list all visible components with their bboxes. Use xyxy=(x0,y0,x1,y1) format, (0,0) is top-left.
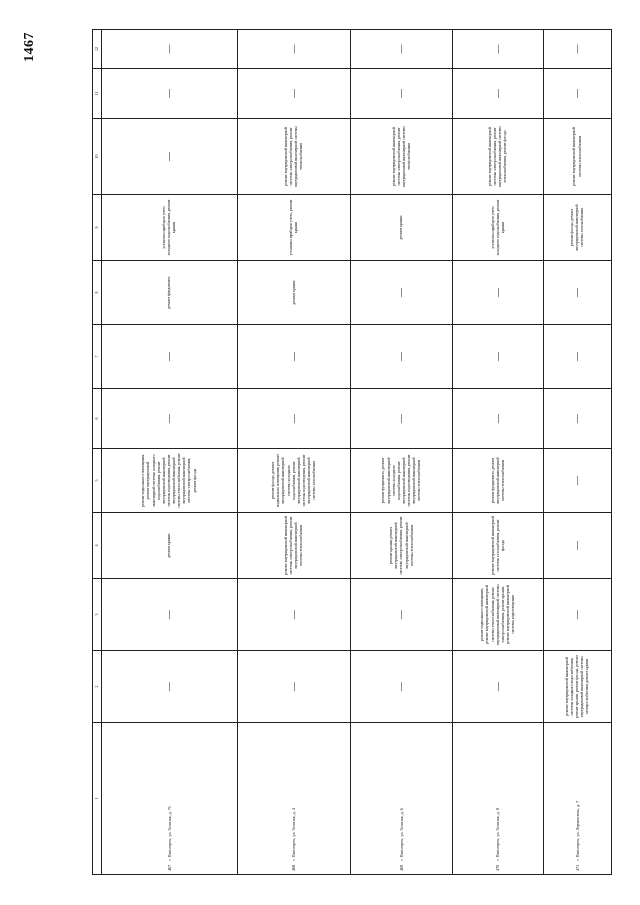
dash-mark: — xyxy=(571,476,582,485)
work-cell xyxy=(544,119,612,195)
work-text: ремонт крыши xyxy=(291,280,296,305)
dash-mark: — xyxy=(571,288,582,297)
work-text: ремонт крыши xyxy=(166,533,171,558)
work-text: ремонт внутридомовой инженерной системы теплоснабжения xyxy=(572,127,582,186)
column-number: 6 xyxy=(93,389,102,449)
work-cell xyxy=(544,651,612,723)
work-cell xyxy=(102,30,238,69)
column-number: 4 xyxy=(93,513,102,579)
work-cell xyxy=(238,579,351,651)
work-cell xyxy=(102,513,238,579)
work-text: установка приборов учета холодного водоснабжения, ремонт крыши xyxy=(490,199,505,256)
work-text: ремонт фасада, ремонт подвального помещения, ремонт внутридомовой инженерной системы холодного водоснабжения, ремонт внутридомовой инженерной системы водоотведения, ремонт внутридомовой инженерной системы газоснабжения xyxy=(271,454,317,507)
column-number-row xyxy=(93,30,102,875)
table-body xyxy=(93,30,612,875)
work-cell xyxy=(544,579,612,651)
table-row xyxy=(453,30,544,875)
work-cell xyxy=(544,195,612,261)
work-text: ремонт крыши xyxy=(399,215,404,240)
work-cell xyxy=(238,651,351,723)
dash-mark: — xyxy=(163,682,174,691)
work-cell xyxy=(351,195,453,261)
column-number: 7 xyxy=(93,325,102,389)
work-cell xyxy=(102,195,238,261)
dash-mark: — xyxy=(288,414,299,423)
dash-mark: — xyxy=(396,44,407,54)
work-cell xyxy=(453,69,544,119)
work-cell xyxy=(453,30,544,69)
work-cell xyxy=(102,579,238,651)
work-cell xyxy=(544,449,612,513)
dash-mark: — xyxy=(288,682,299,691)
program-table xyxy=(92,29,612,875)
work-text: установка приборов учета холодного водоснабжения, ремонт крыши xyxy=(161,199,177,256)
work-text: ремонт фундамента, ремонт внутридомовой инженерной системы теплоснабжения xyxy=(490,457,505,504)
work-cell xyxy=(238,69,351,119)
work-text: ремонт внутридомовой инженерной системы газоснабжения, ремонт фасада xyxy=(490,516,505,575)
work-cell xyxy=(453,389,544,449)
address-text: г. Пятигорск, ул. Зеленая, д. 6 xyxy=(399,808,405,861)
row-number: 469 xyxy=(399,864,405,871)
address-cell xyxy=(102,723,238,875)
dash-mark: — xyxy=(571,414,582,423)
dash-mark: — xyxy=(288,89,299,98)
table-row xyxy=(544,30,612,875)
dash-mark: — xyxy=(163,352,174,361)
work-cell xyxy=(351,325,453,389)
row-number: 470 xyxy=(495,864,501,871)
work-text: ремонт внутридомовой инженерной системы электроснабжения, ремонт внутридомовой инженерной системы теплоснабжения, ремонт фасада xyxy=(488,126,508,187)
work-cell xyxy=(351,513,453,579)
dash-mark: — xyxy=(163,44,174,54)
work-cell xyxy=(238,119,351,195)
row-number: 467 xyxy=(166,864,172,871)
table-row xyxy=(351,30,453,875)
dash-mark: — xyxy=(492,414,503,423)
work-text: ремонт фундамента, ремонт внутридомовой инженерной системы холодного водоснабжения, ремонт внутридомовой инженерной системы водоотведения, ремонт внутридомовой инженерной системы теплоснабжения xyxy=(381,454,422,507)
work-text: ремонт подвального помещения, ремонт внутридомовой инженерной системы холодного водоснабжения, ремонт внутридомовой инженерной системы водоотведения, ремонт внутридомовой инженерной системы теплоснабжения, ремонт внутридомовой инженерной системы электроснабжения, ремонт фасада xyxy=(141,453,197,508)
dash-mark: — xyxy=(396,288,407,297)
address-text: г. Пятигорск, ул. Зеленая, д. 71 xyxy=(166,806,172,861)
work-text: ремонт внутридомовой инженерной системы электроснабжения, ремонт внутридомовой инженерной системы теплоснабжения xyxy=(284,516,304,575)
work-cell xyxy=(544,389,612,449)
work-text: ремонт внутридомовой инженерной системы электроснабжения, ремонт внутридомовой инженерной системы теплоснабжения xyxy=(391,126,412,187)
table-row xyxy=(238,30,351,875)
work-text: ремонт внутридомовой инженерной системы холодного водоснабжения, ремонт крыши, ремонт фасада, ремонт внутридомовой инженерной системы электроснабжения, ремонт крыши xyxy=(564,655,590,718)
row-number: 468 xyxy=(291,864,297,871)
work-cell xyxy=(544,69,612,119)
dash-mark: — xyxy=(396,89,407,98)
dash-mark: — xyxy=(492,288,503,297)
work-cell xyxy=(102,261,238,325)
address-text: г. Пятигорск, ул. Лермонтова, д. 7 xyxy=(574,800,580,861)
address-text: г. Пятигорск, ул. Зеленая, д. 4 xyxy=(291,808,297,861)
work-cell xyxy=(238,513,351,579)
work-cell xyxy=(102,449,238,513)
column-number: 12 xyxy=(93,30,102,69)
dash-mark: — xyxy=(571,89,582,98)
dash-mark: — xyxy=(492,89,503,98)
dash-mark: — xyxy=(396,414,407,423)
dash-mark: — xyxy=(492,352,503,361)
dash-mark: — xyxy=(396,682,407,691)
work-cell xyxy=(544,325,612,389)
dash-mark: — xyxy=(571,541,582,550)
dash-mark: — xyxy=(163,152,174,161)
work-text: ремонт крыши, ремонт внутридомовой инженерной системы электроснабжения, ремонт внутридомовой инженерной системы теплоснабжения xyxy=(389,516,414,575)
work-cell xyxy=(544,513,612,579)
work-text: ремонт подвального помещения, ремонт внутридомовой инженерной системы теплоснабжения, ремонт внутридомовой инженерной системы электроснабжения, ремонт крыши, ремонт внутридомовой инженерной системы водоотведения xyxy=(480,584,516,645)
dash-mark: — xyxy=(492,44,503,54)
work-cell xyxy=(351,119,453,195)
work-cell xyxy=(102,119,238,195)
page-number: 1467 xyxy=(22,32,37,62)
work-cell xyxy=(351,579,453,651)
work-text: ремонт внутридомовой инженерной системы электроснабжения, ремонт внутридомовой инженерной системы теплоснабжения xyxy=(284,126,304,187)
address-cell xyxy=(544,723,612,875)
address-cell xyxy=(453,723,544,875)
work-cell xyxy=(453,513,544,579)
work-cell xyxy=(102,325,238,389)
work-cell xyxy=(351,389,453,449)
dash-mark: — xyxy=(571,352,582,361)
rotated-table-container xyxy=(92,30,612,875)
column-number: 10 xyxy=(93,119,102,195)
work-cell xyxy=(102,69,238,119)
dash-mark: — xyxy=(288,610,299,619)
work-cell xyxy=(102,389,238,449)
work-cell xyxy=(453,651,544,723)
dash-mark: — xyxy=(492,682,503,691)
dash-mark: — xyxy=(396,610,407,619)
dash-mark: — xyxy=(163,610,174,619)
work-cell xyxy=(544,261,612,325)
work-cell xyxy=(238,389,351,449)
dash-mark: — xyxy=(288,44,299,54)
column-number: 1 xyxy=(93,723,102,875)
work-cell xyxy=(453,449,544,513)
column-number: 8 xyxy=(93,261,102,325)
work-cell xyxy=(453,195,544,261)
work-cell xyxy=(238,30,351,69)
dash-mark: — xyxy=(288,352,299,361)
work-cell xyxy=(453,261,544,325)
table-row xyxy=(102,30,238,875)
work-cell xyxy=(102,651,238,723)
column-number: 2 xyxy=(93,651,102,723)
column-number: 9 xyxy=(93,195,102,261)
column-number: 3 xyxy=(93,579,102,651)
work-text: ремонт фасада, ремонт внутридомовой инженерной системы газоснабжения xyxy=(569,204,585,251)
work-cell xyxy=(351,69,453,119)
work-text: установка приборов учета, ремонт крыши xyxy=(289,199,299,256)
work-cell xyxy=(453,119,544,195)
dash-mark: — xyxy=(163,414,174,423)
work-cell xyxy=(453,579,544,651)
dash-mark: — xyxy=(396,352,407,361)
address-cell xyxy=(238,723,351,875)
column-number: 11 xyxy=(93,69,102,119)
work-cell xyxy=(238,325,351,389)
work-cell xyxy=(351,651,453,723)
work-text: ремонт фундамента xyxy=(166,276,171,309)
row-number: 471 xyxy=(574,864,580,871)
work-cell xyxy=(351,261,453,325)
work-cell xyxy=(351,449,453,513)
dash-mark: — xyxy=(571,610,582,619)
address-text: г. Пятигорск, ул. Зеленая, д. 8 xyxy=(495,808,501,861)
address-cell xyxy=(351,723,453,875)
dash-mark: — xyxy=(163,89,174,98)
work-cell xyxy=(238,261,351,325)
dash-mark: — xyxy=(571,44,582,54)
work-cell xyxy=(238,195,351,261)
work-cell xyxy=(351,30,453,69)
column-number: 5 xyxy=(93,449,102,513)
work-cell xyxy=(238,449,351,513)
work-cell xyxy=(453,325,544,389)
work-cell xyxy=(544,30,612,69)
